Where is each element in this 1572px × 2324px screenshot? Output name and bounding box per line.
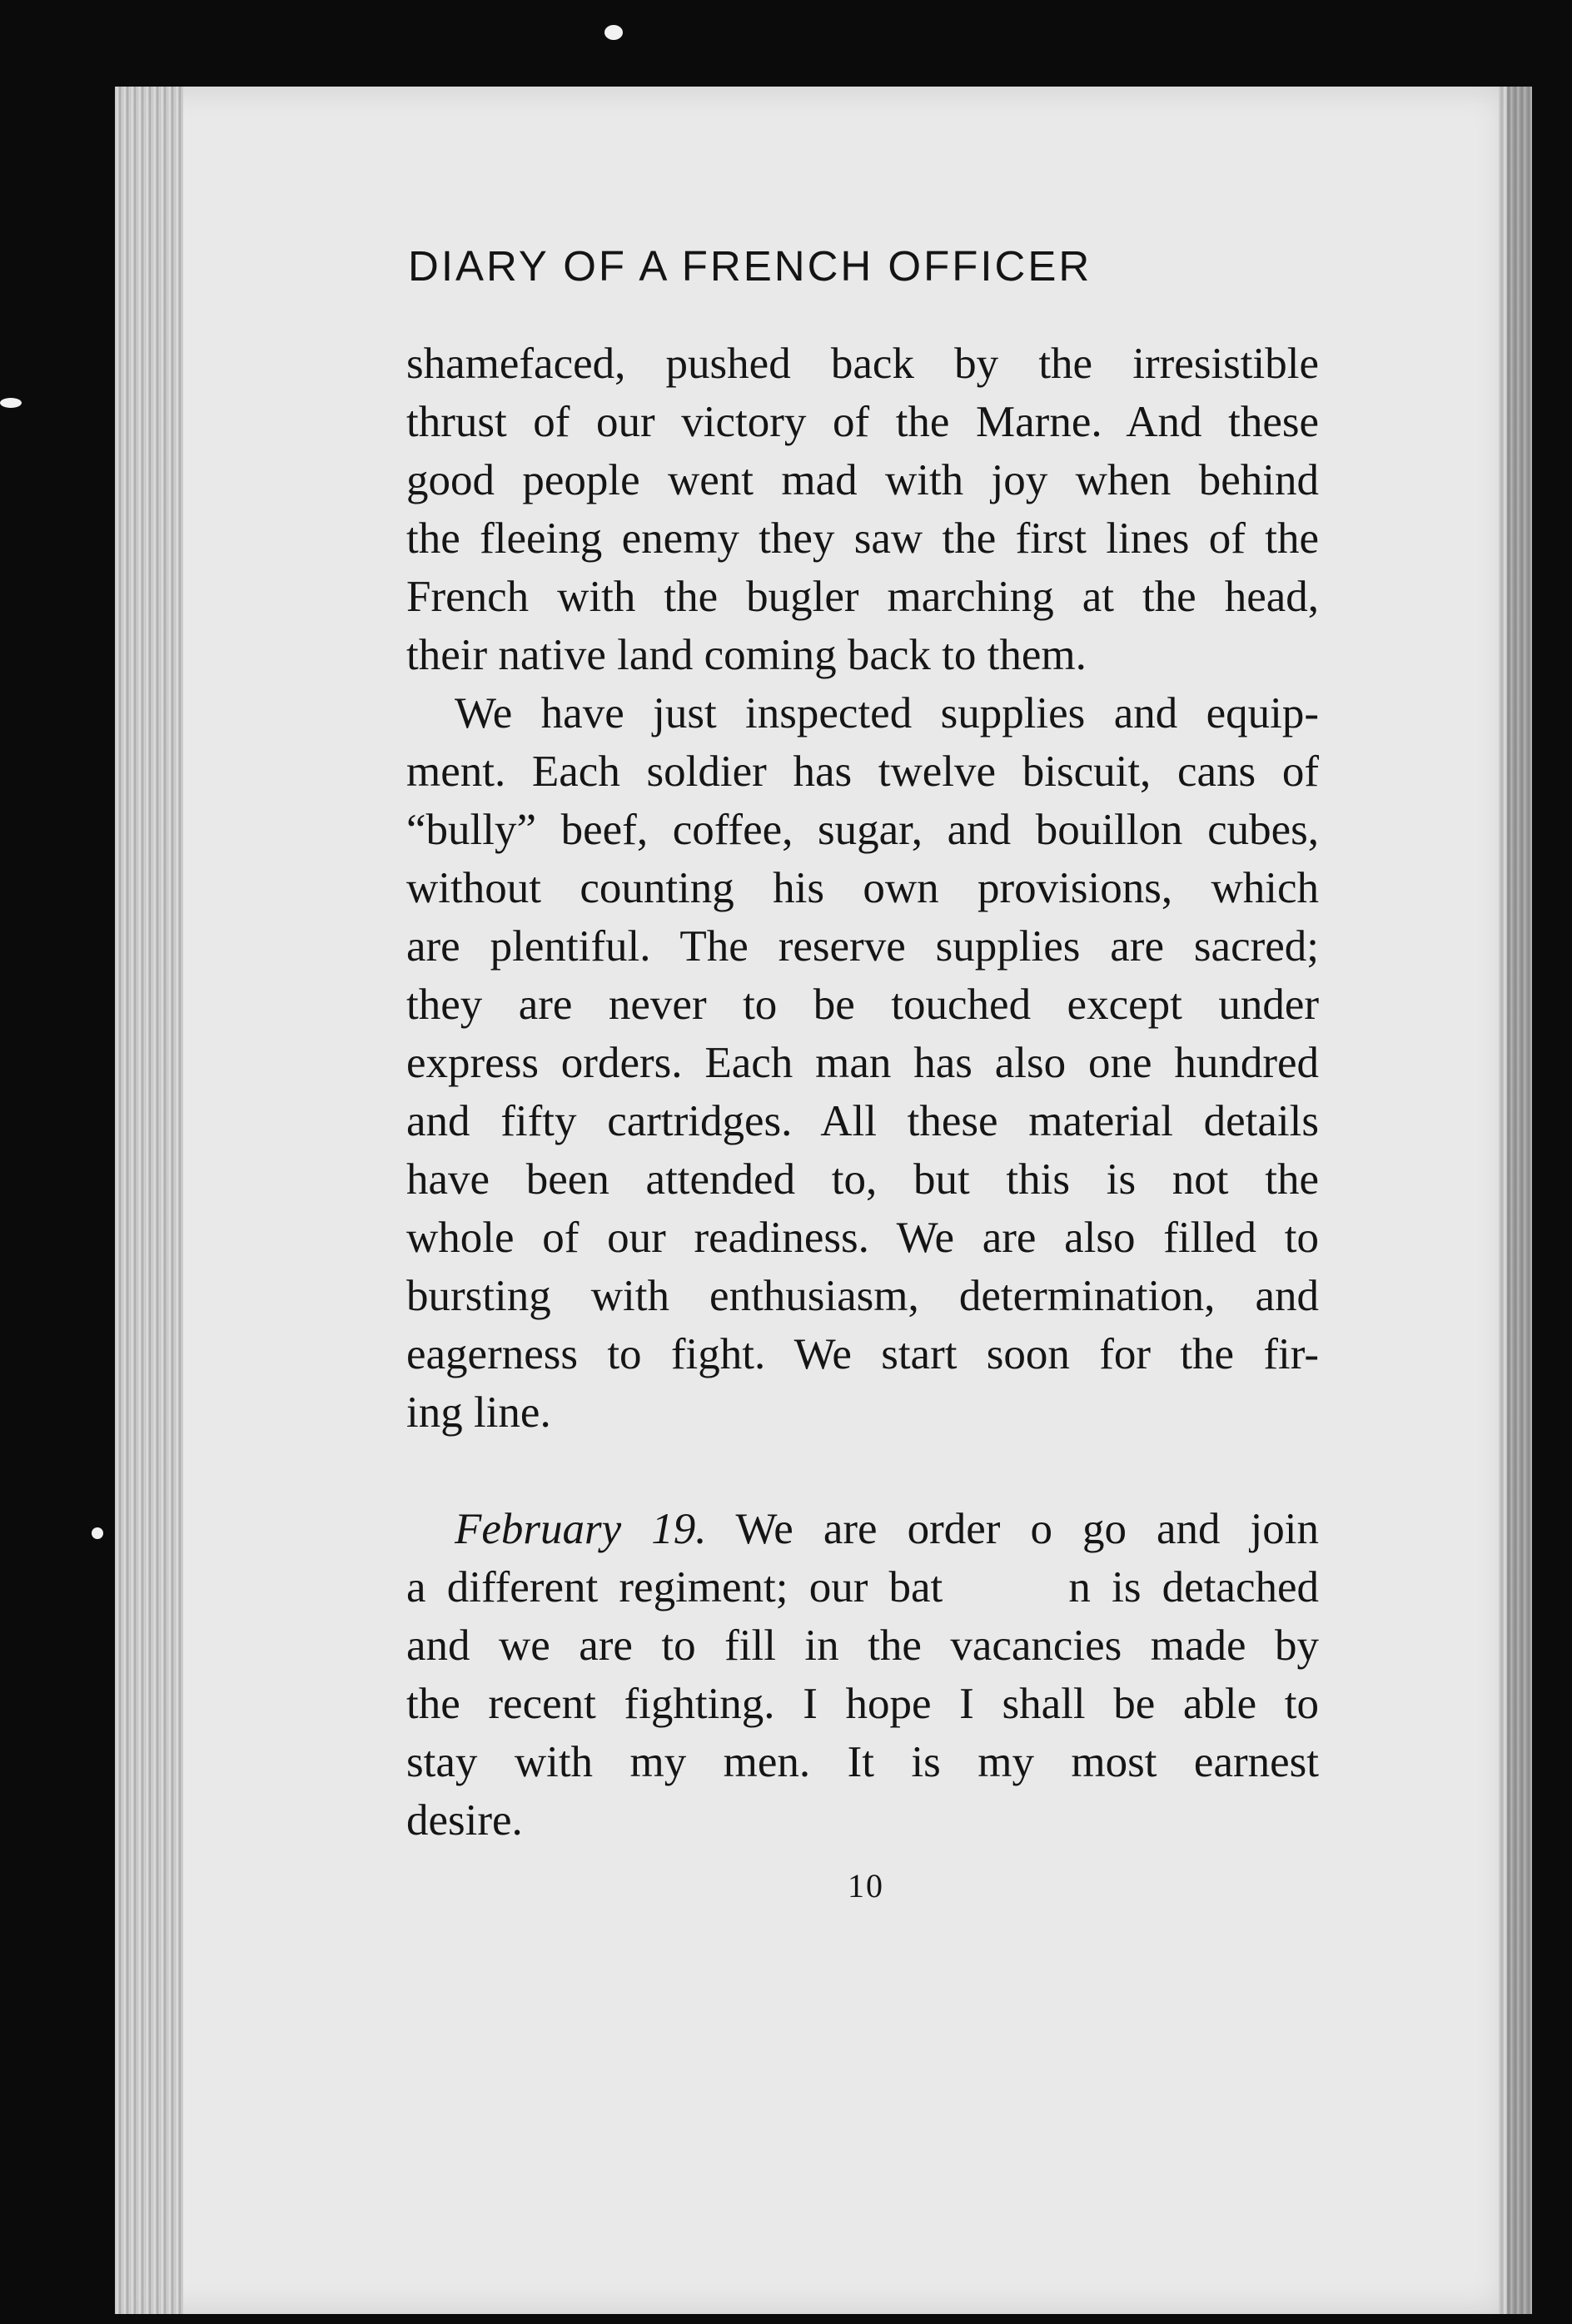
text-line: desire.	[406, 1796, 523, 1845]
text-line: the fleeing enemy they saw the first lines of the	[406, 514, 1319, 563]
text-line: have been attended to, but this is not the	[406, 1155, 1319, 1204]
scan-speck	[92, 1527, 103, 1539]
running-head: DIARY OF A FRENCH OFFICER	[408, 242, 1092, 290]
text-line: and fifty cartridges. All these material details	[406, 1097, 1319, 1145]
text-line: and we are to fill in the vacancies made by	[406, 1621, 1319, 1670]
text-line: “bully” beef, coffee, sugar, and bouillon cubes,	[406, 806, 1319, 854]
text-line: thrust of our victory of the Marne. And these	[406, 398, 1319, 446]
text-line: whole of our readiness. We are also filled to	[406, 1214, 1319, 1262]
page-number: 10	[848, 1867, 884, 1904]
text-line: are plentiful. The reserve supplies are sacred;	[406, 922, 1319, 971]
text-line: French with the bugler marching at the head,	[406, 573, 1319, 621]
entry-text-fragment: We are order	[735, 1505, 1001, 1553]
text-line: ment. Each soldier has twelve biscuit, cans of	[406, 747, 1319, 796]
body-text	[406, 335, 1319, 1850]
text-line: shamefaced, pushed back by the irresistible	[406, 340, 1319, 388]
text-line: stay with my men. It is my most earnest	[406, 1738, 1319, 1786]
text-line: eagerness to fight. We start soon for the fir-	[406, 1330, 1319, 1378]
text-line: their native land coming back to them.	[406, 631, 1087, 679]
text-line: bursting with enthusiasm, determination, and	[406, 1272, 1319, 1320]
page-stack-right-edge	[1499, 87, 1532, 2314]
scan-speck	[0, 398, 22, 408]
diary-entry-first-line	[406, 1500, 1319, 1558]
text-line: express orders. Each man has also one hundred	[406, 1039, 1319, 1087]
entry-separator	[406, 1442, 1319, 1500]
scan-speck	[604, 25, 623, 40]
text-line: ing line.	[406, 1388, 551, 1437]
text-line: a different regiment; our bat n is detached	[406, 1563, 1319, 1611]
entry-text-fragment: o go and join	[1030, 1505, 1319, 1553]
text-line: they are never to be touched except under	[406, 981, 1319, 1029]
page-stack-left-edge	[115, 87, 183, 2314]
entry-date: February 19.	[455, 1505, 707, 1553]
text-line: good people went mad with joy when behind	[406, 456, 1319, 504]
text-line: without counting his own provisions, which	[406, 864, 1319, 912]
text-line: the recent fighting. I hope I shall be able to	[406, 1680, 1319, 1728]
text-line: We have just inspected supplies and equip-	[455, 689, 1319, 737]
